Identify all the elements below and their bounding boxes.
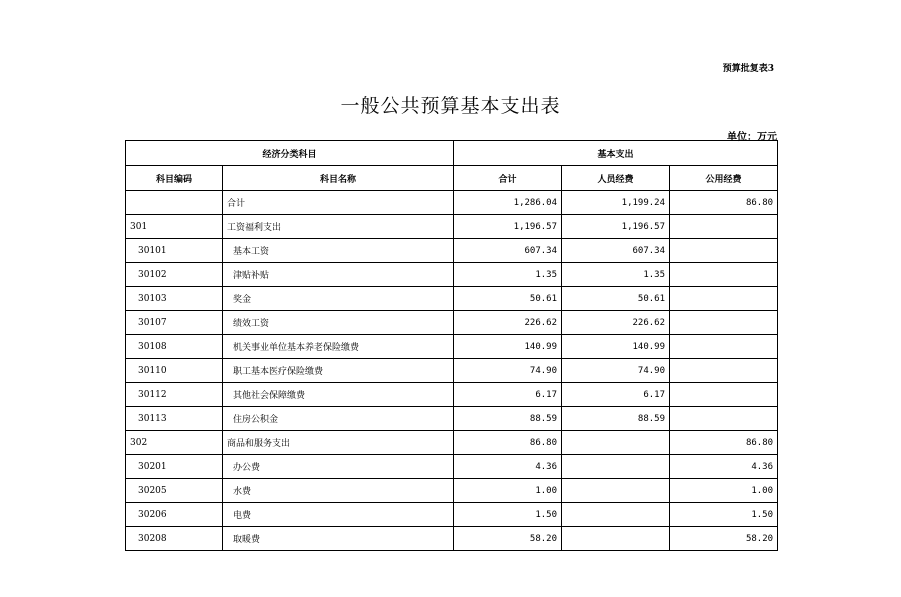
personnel-cell: 50.61 bbox=[562, 287, 670, 311]
total-cell: 140.99 bbox=[454, 335, 562, 359]
personnel-cell bbox=[562, 455, 670, 479]
personnel-cell: 6.17 bbox=[562, 383, 670, 407]
personnel-cell: 74.90 bbox=[562, 359, 670, 383]
total-cell: 4.36 bbox=[454, 455, 562, 479]
public-cell bbox=[670, 215, 778, 239]
public-cell bbox=[670, 311, 778, 335]
header-code: 科目编码 bbox=[126, 166, 223, 191]
code-cell: 30107 bbox=[126, 311, 223, 335]
code-cell: 30113 bbox=[126, 407, 223, 431]
total-cell: 50.61 bbox=[454, 287, 562, 311]
public-cell bbox=[670, 407, 778, 431]
code-cell: 30110 bbox=[126, 359, 223, 383]
name-cell: 办公费 bbox=[223, 455, 454, 479]
name-cell: 职工基本医疗保险缴费 bbox=[223, 359, 454, 383]
personnel-cell: 607.34 bbox=[562, 239, 670, 263]
code-cell: 301 bbox=[126, 215, 223, 239]
personnel-cell: 1,196.57 bbox=[562, 215, 670, 239]
total-cell: 1,286.04 bbox=[454, 191, 562, 215]
public-cell: 58.20 bbox=[670, 527, 778, 551]
name-cell: 取暖费 bbox=[223, 527, 454, 551]
code-cell: 30101 bbox=[126, 239, 223, 263]
name-cell: 奖金 bbox=[223, 287, 454, 311]
name-cell: 水费 bbox=[223, 479, 454, 503]
personnel-cell: 1,199.24 bbox=[562, 191, 670, 215]
code-cell: 30103 bbox=[126, 287, 223, 311]
total-cell: 1.00 bbox=[454, 479, 562, 503]
table-row bbox=[126, 455, 778, 479]
table-row bbox=[126, 311, 778, 335]
personnel-cell bbox=[562, 503, 670, 527]
header-total: 合计 bbox=[454, 166, 562, 191]
personnel-cell: 88.59 bbox=[562, 407, 670, 431]
header-economic-classification: 经济分类科目 bbox=[126, 141, 454, 166]
budget-table bbox=[125, 140, 778, 551]
total-cell: 74.90 bbox=[454, 359, 562, 383]
public-cell: 86.80 bbox=[670, 191, 778, 215]
total-cell: 6.17 bbox=[454, 383, 562, 407]
table-row bbox=[126, 287, 778, 311]
unit-label: 单位：万元 bbox=[727, 132, 777, 143]
public-cell: 86.80 bbox=[670, 431, 778, 455]
table-row bbox=[126, 191, 778, 215]
total-cell: 58.20 bbox=[454, 527, 562, 551]
table-body bbox=[126, 191, 778, 551]
header-group-row bbox=[126, 141, 778, 166]
code-cell: 302 bbox=[126, 431, 223, 455]
public-cell bbox=[670, 359, 778, 383]
public-cell: 4.36 bbox=[670, 455, 778, 479]
public-cell: 1.00 bbox=[670, 479, 778, 503]
form-number: 预算批复表3 bbox=[722, 64, 774, 74]
code-cell: 30208 bbox=[126, 527, 223, 551]
header-personnel: 人员经费 bbox=[562, 166, 670, 191]
total-cell: 1,196.57 bbox=[454, 215, 562, 239]
total-cell: 1.35 bbox=[454, 263, 562, 287]
total-cell: 86.80 bbox=[454, 431, 562, 455]
table-row bbox=[126, 239, 778, 263]
table-row bbox=[126, 335, 778, 359]
table-row bbox=[126, 527, 778, 551]
name-cell: 其他社会保障缴费 bbox=[223, 383, 454, 407]
name-cell: 绩效工资 bbox=[223, 311, 454, 335]
table-row bbox=[126, 407, 778, 431]
personnel-cell: 1.35 bbox=[562, 263, 670, 287]
name-cell: 合计 bbox=[223, 191, 454, 215]
total-cell: 607.34 bbox=[454, 239, 562, 263]
name-cell: 电费 bbox=[223, 503, 454, 527]
code-cell: 30201 bbox=[126, 455, 223, 479]
code-cell: 30206 bbox=[126, 503, 223, 527]
name-cell: 机关事业单位基本养老保险缴费 bbox=[223, 335, 454, 359]
public-cell bbox=[670, 263, 778, 287]
table-row bbox=[126, 383, 778, 407]
public-cell bbox=[670, 335, 778, 359]
code-cell: 30108 bbox=[126, 335, 223, 359]
header-column-row bbox=[126, 166, 778, 191]
table-row bbox=[126, 359, 778, 383]
personnel-cell bbox=[562, 431, 670, 455]
header-public: 公用经费 bbox=[670, 166, 778, 191]
public-cell: 1.50 bbox=[670, 503, 778, 527]
page-title: 一般公共预算基本支出表 bbox=[340, 95, 561, 117]
table-row bbox=[126, 215, 778, 239]
table-row bbox=[126, 503, 778, 527]
personnel-cell bbox=[562, 527, 670, 551]
table-row bbox=[126, 479, 778, 503]
name-cell: 住房公积金 bbox=[223, 407, 454, 431]
code-cell: 30102 bbox=[126, 263, 223, 287]
name-cell: 基本工资 bbox=[223, 239, 454, 263]
code-cell bbox=[126, 191, 223, 215]
table-row bbox=[126, 263, 778, 287]
name-cell: 津贴补贴 bbox=[223, 263, 454, 287]
total-cell: 226.62 bbox=[454, 311, 562, 335]
total-cell: 1.50 bbox=[454, 503, 562, 527]
header-basic-expenditure: 基本支出 bbox=[454, 141, 778, 166]
code-cell: 30112 bbox=[126, 383, 223, 407]
personnel-cell bbox=[562, 479, 670, 503]
public-cell bbox=[670, 239, 778, 263]
name-cell: 工资福利支出 bbox=[223, 215, 454, 239]
total-cell: 88.59 bbox=[454, 407, 562, 431]
personnel-cell: 140.99 bbox=[562, 335, 670, 359]
code-cell: 30205 bbox=[126, 479, 223, 503]
header-name: 科目名称 bbox=[223, 166, 454, 191]
table-row bbox=[126, 431, 778, 455]
personnel-cell: 226.62 bbox=[562, 311, 670, 335]
public-cell bbox=[670, 287, 778, 311]
public-cell bbox=[670, 383, 778, 407]
name-cell: 商品和服务支出 bbox=[223, 431, 454, 455]
